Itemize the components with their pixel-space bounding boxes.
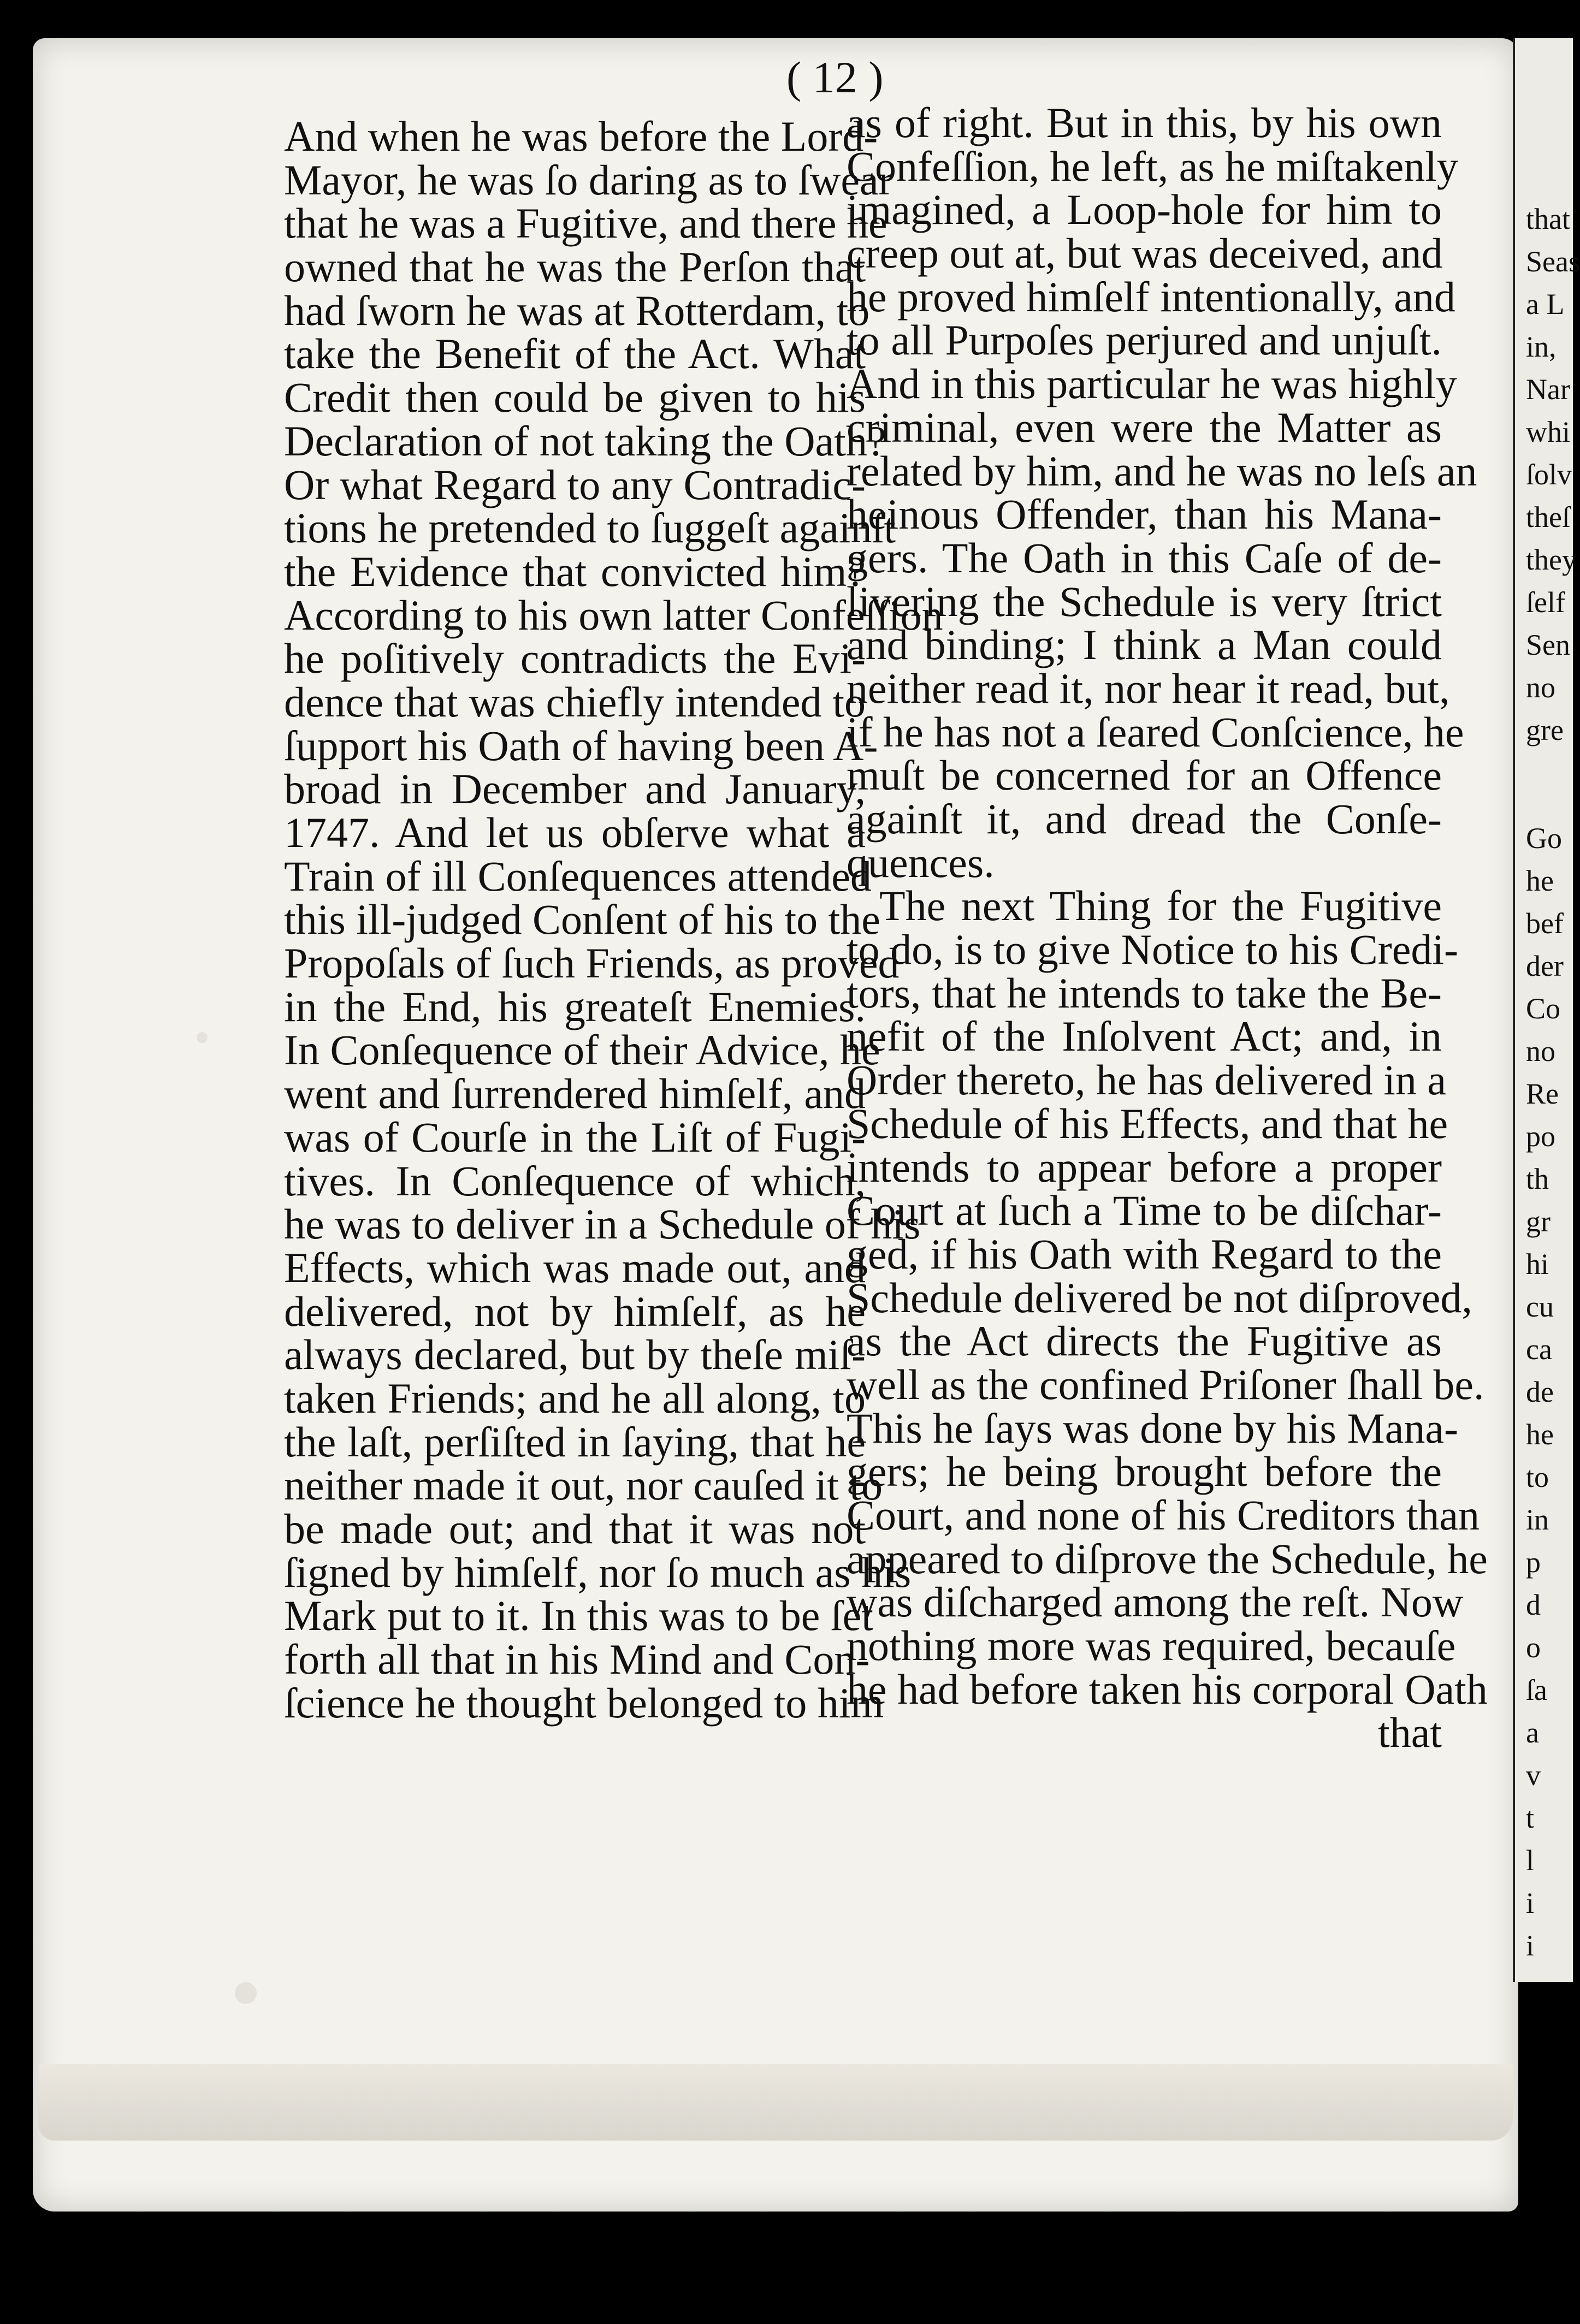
next-page-fragment: cu: [1526, 1290, 1554, 1323]
text-line: be made out; and that it was not: [284, 1505, 866, 1552]
text-line: neither read it, nor hear it read, but,: [847, 664, 1450, 712]
next-page-fragment: a: [1526, 1716, 1539, 1749]
text-line: ged, if his Oath with Regard to the: [847, 1230, 1442, 1278]
text-line: Credit then could be given to his: [284, 374, 866, 422]
text-line: as the Act directs the Fugitive as: [847, 1317, 1442, 1365]
next-page-fragment: ſa: [1526, 1674, 1547, 1706]
text-line: delivered, not by himſelf, as he: [284, 1287, 866, 1335]
text-line: tors, that he intends to take the Be-: [847, 969, 1442, 1017]
text-line: that: [1378, 1709, 1442, 1757]
next-page-fragment: no: [1526, 1035, 1555, 1068]
text-line: The next Thing for the Fugitive: [879, 882, 1442, 930]
next-page-fragment: Re: [1526, 1077, 1559, 1110]
right-column: [847, 99, 1488, 1757]
text-line: Confeſſion, he left, as he miſtakenly: [847, 142, 1458, 190]
next-page-fragment: Nar: [1526, 373, 1570, 406]
text-line: 1747. And let us obſerve what a: [284, 809, 866, 856]
next-page-fragment: v: [1526, 1759, 1541, 1792]
text-line: nothing more was required, becauſe: [847, 1622, 1456, 1670]
text-line: this ill-judged Conſent of his to the: [284, 896, 880, 944]
text-line: ſigned by himſelf, nor ſo much as his: [284, 1548, 912, 1596]
text-line: creep out at, but was deceived, and: [847, 229, 1443, 277]
text-line: forth all that in his Mind and Con-: [284, 1635, 870, 1683]
text-line: to do, is to give Notice to his Credi-: [847, 926, 1459, 974]
next-page-fragment: whi: [1526, 416, 1570, 448]
text-line: According to his own latter Confeſſion: [284, 591, 943, 639]
next-page-fragment: Seas: [1526, 245, 1580, 278]
text-line: intends to appear before a proper: [847, 1143, 1442, 1191]
text-line: always declared, but by theſe miſ-: [284, 1331, 866, 1379]
text-line: related by him, and he was no leſs an: [847, 447, 1477, 495]
next-page-fragment: de: [1526, 1376, 1554, 1408]
text-line: appeared to diſprove the Schedule, he: [847, 1534, 1488, 1582]
text-line: imagined, a Loop-hole for him to: [847, 186, 1442, 234]
text-line: he poſitively contradicts the Evi-: [284, 635, 866, 683]
next-page-fragment: in: [1526, 1503, 1549, 1536]
text-line: owned that he was the Perſon that: [284, 243, 866, 291]
text-line: And in this particular he was highly: [847, 360, 1457, 408]
next-page-fragment: gr: [1526, 1205, 1551, 1238]
next-page-fragment: th: [1526, 1163, 1549, 1195]
text-line: Mark put to it. In this was to be ſet: [284, 1592, 873, 1640]
text-line: that he was a Fugitive, and there he: [284, 199, 887, 247]
text-line: Court, and none of his Creditors than: [847, 1491, 1480, 1539]
next-page-fragment: t: [1526, 1801, 1535, 1834]
text-line: And when he was before the Lord-: [284, 112, 878, 160]
text-line: tions he pretended to ſuggeſt againſt: [284, 504, 896, 552]
text-line: the Evidence that convicted him?: [284, 547, 866, 595]
page-smudge: [235, 1982, 257, 2004]
text-line: take the Benefit of the Act. What: [284, 330, 866, 378]
next-page-fragment: i: [1526, 1929, 1535, 1962]
text-line: heinous Offender, than his Mana-: [847, 490, 1442, 538]
text-line: gers. The Oath in this Caſe of de-: [847, 533, 1442, 582]
text-line: was diſcharged among the reſt. Now: [847, 1578, 1464, 1626]
text-line: he had before taken his corporal Oath: [847, 1665, 1488, 1713]
text-line: well as the confined Priſoner ſhall be.: [847, 1360, 1484, 1408]
text-line: This he ſays was done by his Mana-: [847, 1404, 1458, 1452]
text-line: was of Courſe in the Liſt of Fugi-: [284, 1113, 866, 1161]
text-line: he was to deliver in a Schedule of his: [284, 1200, 921, 1248]
text-line: Effects, which was made out, and: [284, 1243, 866, 1291]
text-line: to all Purpoſes perjured and unjuſt.: [847, 316, 1442, 364]
text-line: Train of ill Conſequences attended: [284, 852, 872, 900]
page-smudge: [197, 1032, 208, 1043]
text-line: Schedule delivered be not diſproved,: [847, 1273, 1472, 1321]
text-line: ſcience he thought belonged to him: [284, 1679, 884, 1727]
text-line: nefit of the Inſolvent Act; and, in: [847, 1012, 1442, 1060]
text-line: neither made it out, nor cauſed it to: [284, 1461, 883, 1509]
text-line: criminal, even were the Matter as: [847, 403, 1442, 451]
text-line: Or what Regard to any Contradic-: [284, 460, 866, 508]
next-page-fragment: bef: [1526, 907, 1564, 940]
next-page-fragment: theſ: [1526, 501, 1570, 533]
next-page-fragment: der: [1526, 950, 1564, 982]
text-line: had ſworn he was at Rotterdam, to: [284, 286, 870, 334]
next-page-fragment: he: [1526, 1418, 1554, 1451]
next-page-fragment: Sen: [1526, 629, 1570, 661]
text-line: broad in December and January,: [284, 765, 866, 813]
next-page-fragment: that: [1526, 203, 1570, 235]
text-line: In Conſequence of their Advice, he: [284, 1026, 880, 1074]
next-page-fragment: i: [1526, 1887, 1535, 1919]
text-line: Propoſals of ſuch Friends, as proved: [284, 939, 900, 987]
text-line: dence that was chiefly intended to: [284, 678, 866, 726]
text-line: Mayor, he was ſo daring as to ſwear: [284, 156, 893, 204]
next-page-fragment: they: [1526, 543, 1577, 576]
page-bottom-edge: [38, 2064, 1513, 2141]
text-line: Order thereto, he has delivered in a: [847, 1056, 1447, 1104]
page-number: ( 12 ): [786, 52, 884, 102]
text-line: livering the Schedule is very ſtrict: [847, 577, 1442, 625]
text-line: tives. In Conſequence of which,: [284, 1157, 866, 1205]
text-line: ſupport his Oath of having been A-: [284, 721, 878, 769]
next-page-fragment: gre: [1526, 714, 1564, 746]
next-page-fragment: ſelf: [1526, 586, 1565, 619]
next-page-fragment: l: [1526, 1844, 1535, 1877]
next-page-fragment: ſolv: [1526, 458, 1572, 491]
next-page-fragment: a L: [1526, 288, 1565, 321]
text-line: gers; he being brought before the: [847, 1448, 1442, 1496]
text-line: quences.: [847, 838, 995, 886]
text-line: muſt be concerned for an Offence: [847, 751, 1442, 799]
text-line: Declaration of not taking the Oath?: [284, 417, 886, 465]
text-line: if he has not a ſeared Conſcience, he: [847, 708, 1464, 756]
text-line: as of right. But in this, by his own: [847, 99, 1442, 146]
next-page-fragment: no: [1526, 671, 1555, 704]
text-line: againſt it, and dread the Conſe-: [847, 795, 1442, 843]
text-line: taken Friends; and he all along, to: [284, 1374, 866, 1422]
next-page-fragment: d: [1526, 1588, 1541, 1621]
next-page-fragment: ca: [1526, 1333, 1552, 1366]
text-line: Court at ſuch a Time to be diſchar-: [847, 1187, 1442, 1235]
next-page-fragment: in,: [1526, 330, 1557, 363]
next-page-fragment: he: [1526, 864, 1554, 897]
text-line: in the End, his greateſt Enemies.: [284, 982, 866, 1030]
next-page-fragment: po: [1526, 1120, 1555, 1153]
text-line: Schedule of his Effects, and that he: [847, 1099, 1448, 1147]
next-page-fragment: Go: [1526, 822, 1562, 855]
left-column: [284, 112, 943, 1727]
next-page-fragment: p: [1526, 1546, 1541, 1579]
text-line: he proved himſelf intentionally, and: [847, 272, 1455, 321]
next-page-fragment: Co: [1526, 992, 1561, 1025]
next-page-fragment: hi: [1526, 1248, 1549, 1280]
next-page-edge: [1513, 38, 1580, 1982]
text-line: went and ſurrendered himſelf, and: [284, 1070, 866, 1118]
text-line: and binding; I think a Man could: [847, 621, 1442, 669]
text-line: the laſt, perſiſted in ſaying, that he: [284, 1418, 866, 1466]
next-page-fragment: to: [1526, 1461, 1549, 1493]
next-page-fragment: o: [1526, 1631, 1541, 1664]
